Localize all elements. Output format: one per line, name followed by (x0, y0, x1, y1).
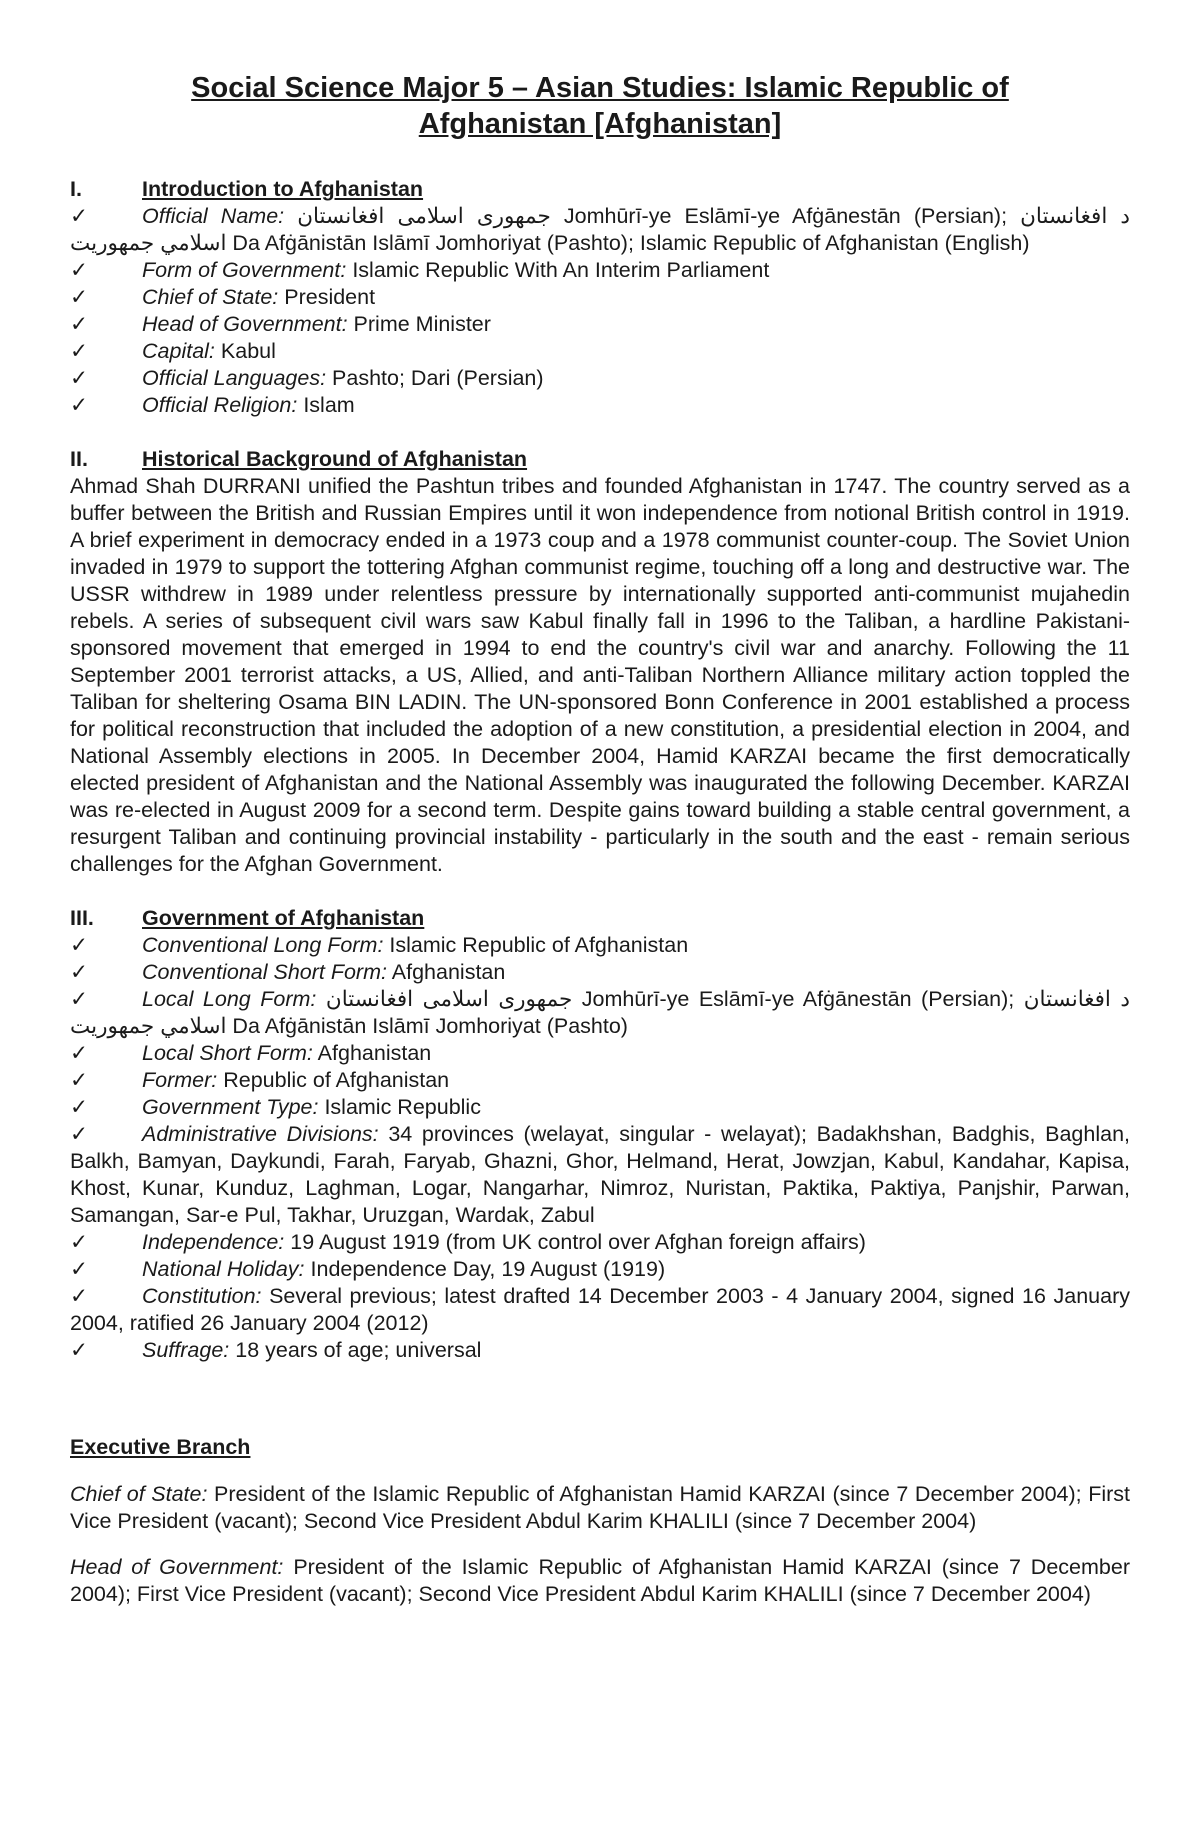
item-value: Afghanistan (391, 960, 506, 984)
item-label: Official Name: (142, 204, 285, 228)
list-item-official-languages (70, 365, 1130, 392)
section-2-heading (70, 446, 1130, 473)
list-item-independence (70, 1229, 1130, 1256)
check-icon: ✓ (70, 1338, 89, 1362)
list-item-national-holiday (70, 1256, 1130, 1283)
check-icon: ✓ (70, 393, 89, 417)
section-2-title: Historical Background of Afghanistan (142, 447, 528, 471)
item-label: Local Short Form: (142, 1041, 313, 1065)
item-value: Prime Minister (353, 312, 491, 336)
chief-of-state-label: Chief of State: (70, 1482, 208, 1506)
item-label: Capital: (142, 339, 215, 363)
item-label: Former: (142, 1068, 218, 1092)
historical-background-paragraph: Ahmad Shah DURRANI unified the Pashtun tribes and founded Afghanistan in 1747. The country served as a buffer between the British and Russian Empires until it won independence from notional British control in 1919. A brief experiment in democracy ended in a 1973 coup and a 1978 communist counter-coup. The Soviet Union invaded in 1979 to support the tottering Afghan communist regime, touching off a long and destructive war. The USSR withdrew in 1989 under relentless pressure by internationally supported anti-communist mujahedin rebels. A series of subsequent civil wars saw Kabul finally fall in 1996 to the Taliban, a hardline Pakistani-sponsored movement that emerged in 1994 to end the country's civil war and anarchy. Following the 11 September 2001 terrorist attacks, a US, Allied, and anti-Taliban Northern Alliance military action toppled the Taliban for sheltering Osama BIN LADIN. The UN-sponsored Bonn Conference in 2001 established a process for political reconstruction that included the adoption of a new constitution, a presidential election in 2004, and National Assembly elections in 2005. In December 2004, Hamid KARZAI became the first democratically elected president of Afghanistan and the National Assembly was inaugurated the following December. KARZAI was re-elected in August 2009 for a second term. Despite gains toward building a stable central government, a resurgent Taliban and continuing provincial instability - particularly in the south and the east - remain serious challenges for the Afghan Government. (70, 474, 1130, 876)
item-label: Administrative Divisions: (142, 1122, 379, 1146)
list-item-conventional-long-form (70, 932, 1130, 959)
check-icon: ✓ (70, 285, 89, 309)
item-label: Conventional Long Form: (142, 933, 384, 957)
check-icon: ✓ (70, 1095, 89, 1119)
section-3-number: III. (70, 906, 94, 930)
item-value: Islamic Republic of Afghanistan (389, 933, 689, 957)
list-item-form-of-government (70, 257, 1130, 284)
item-label: Local Long Form: (142, 987, 317, 1011)
check-icon: ✓ (70, 258, 89, 282)
check-icon: ✓ (70, 339, 89, 363)
check-icon: ✓ (70, 1122, 89, 1146)
title-line-2: Afghanistan [Afghanistan] (418, 108, 782, 140)
head-of-government-label: Head of Government: (70, 1555, 284, 1579)
item-label: Chief of State: (142, 285, 279, 309)
section-1-number: I. (70, 177, 82, 201)
title-line-1: Social Science Major 5 – Asian Studies: Islamic Republic of (191, 72, 1009, 104)
item-value: 19 August 1919 (from UK control over Afghan foreign affairs) (290, 1230, 866, 1254)
check-icon: ✓ (70, 312, 89, 336)
item-value: جمهوری اسلامی افغانستان Jomhūrī-ye Eslāmī-ye Afġānestān (Persian); د افغانستان اسلامي جمهوريت Da Afġānistān Islāmī Jomhoriyat (Pashto) (70, 987, 1130, 1038)
section-2-number: II. (70, 447, 88, 471)
item-value: Islamic Republic With An Interim Parliament (352, 258, 770, 282)
item-value: Islamic Republic (324, 1095, 481, 1119)
item-label: Independence: (142, 1230, 285, 1254)
item-value: Pashto; Dari (Persian) (332, 366, 544, 390)
document-page (70, 70, 1130, 1608)
item-label: Government Type: (142, 1095, 319, 1119)
list-item-administrative-divisions (70, 1121, 1130, 1229)
list-item-constitution (70, 1283, 1130, 1337)
item-value: President (284, 285, 376, 309)
item-value: Afghanistan (317, 1041, 432, 1065)
list-item-local-long-form (70, 986, 1130, 1040)
check-icon: ✓ (70, 933, 89, 957)
check-icon: ✓ (70, 1257, 89, 1281)
check-icon: ✓ (70, 1284, 89, 1308)
chief-of-state-text: President of the Islamic Republic of Afghanistan Hamid KARZAI (since 7 December 2004); First Vice President (vacant); Second Vice President Abdul Karim KHALILI (since 7 December 2004) (70, 1482, 1130, 1533)
item-value: Independence Day, 19 August (1919) (310, 1257, 666, 1281)
check-icon: ✓ (70, 366, 89, 390)
list-item-head-of-government (70, 311, 1130, 338)
item-label: Form of Government: (142, 258, 347, 282)
item-label: Conventional Short Form: (142, 960, 387, 984)
list-item-local-short-form (70, 1040, 1130, 1067)
list-item-former (70, 1067, 1130, 1094)
document-title (70, 70, 1130, 142)
item-value: جمهوری اسلامی افغانستان Jomhūrī-ye Eslāmī-ye Afġānestān (Persian); د افغانستان اسلامي جمهوريت Da Afġānistān Islāmī Jomhoriyat (Pashto); Islamic Republic of Afghanistan (English) (70, 204, 1130, 255)
item-value: 18 years of age; universal (235, 1338, 482, 1362)
section-1-heading (70, 176, 1130, 203)
check-icon: ✓ (70, 987, 89, 1011)
item-label: Suffrage: (142, 1338, 230, 1362)
item-label: Official Languages: (142, 366, 327, 390)
check-icon: ✓ (70, 1230, 89, 1254)
list-item-suffrage (70, 1337, 1130, 1364)
list-item-official-religion (70, 392, 1130, 419)
section-3-title: Government of Afghanistan (142, 906, 425, 930)
item-value: Several previous; latest drafted 14 December 2003 - 4 January 2004, signed 16 January 2004, ratified 26 January 2004 (2012) (70, 1284, 1130, 1335)
executive-head-of-government (70, 1554, 1130, 1608)
check-icon: ✓ (70, 204, 89, 228)
executive-branch-heading: Executive Branch (70, 1435, 251, 1459)
item-value: 34 provinces (welayat, singular - welayat); Badakhshan, Badghis, Baghlan, Balkh, Bamyan, Daykundi, Farah, Faryab, Ghazni, Ghor, Helmand, Herat, Jowzjan, Kabul, Kandahar, Kapisa, Khost, Kunar, Kunduz, Laghman, Logar, Nangarhar, Nimroz, Nuristan, Paktika, Paktiya, Panjshir, Parwan, Samangan, Sar-e Pul, Takhar, Uruzgan, Wardak, Zabul (70, 1122, 1131, 1227)
section-3-heading (70, 905, 1130, 932)
section-1-list (70, 203, 1130, 419)
check-icon: ✓ (70, 960, 89, 984)
check-icon: ✓ (70, 1068, 89, 1092)
section-3-list (70, 932, 1130, 1364)
executive-chief-of-state (70, 1481, 1130, 1535)
item-value: Islam (303, 393, 355, 417)
item-label: National Holiday: (142, 1257, 305, 1281)
list-item-conventional-short-form (70, 959, 1130, 986)
item-value: Kabul (220, 339, 276, 363)
check-icon: ✓ (70, 1041, 89, 1065)
list-item-official-name (70, 203, 1130, 257)
list-item-chief-of-state (70, 284, 1130, 311)
item-label: Constitution: (142, 1284, 262, 1308)
item-label: Official Religion: (142, 393, 298, 417)
head-of-government-text: President of the Islamic Republic of Afghanistan Hamid KARZAI (since 7 December 2004); First Vice President (vacant); Second Vice President Abdul Karim KHALILI (since 7 December 2004) (70, 1555, 1130, 1606)
item-label: Head of Government: (142, 312, 348, 336)
item-value: Republic of Afghanistan (223, 1068, 450, 1092)
section-1-title: Introduction to Afghanistan (142, 177, 424, 201)
list-item-capital (70, 338, 1130, 365)
list-item-government-type (70, 1094, 1130, 1121)
